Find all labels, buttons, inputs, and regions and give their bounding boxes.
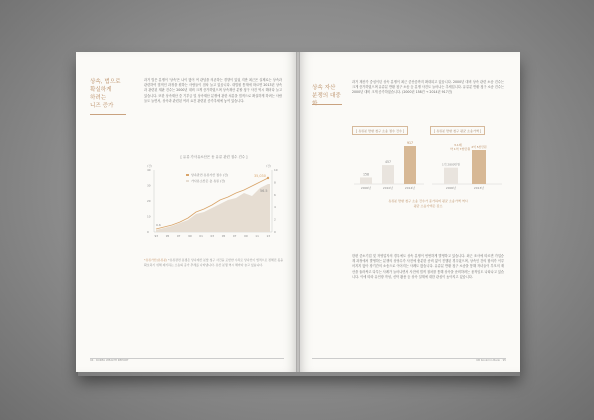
start-label-low: 0.6 [156,223,161,227]
right-axis-tick: 10 [274,168,278,172]
side-title-line: 상속 자산 [312,85,336,91]
bar-left [360,177,372,184]
bar-footnote-line: 평균 소송가액은 감소 [413,204,443,208]
right-axis-tick: 8 [274,180,276,185]
bar-left-year: 2014년 [404,186,416,190]
note-text: *유류관련 분쟁은 상속재산 분할 청구 사건을 포함한 수치로 상속인이 법적으로 정해진 몫을 확보하기 위해 제기하는 소송의 증가 추세를 나타냅니다. 유산 분쟁 역시 해마다 늘고 있습니다. [144,258,284,267]
right-axis-tick: 2 [274,217,276,222]
side-title-line: 확실하게 [90,87,112,93]
paragraph-highlight: 유류분 반환 청구 소송을 통해 자녀들이 부모의 재산을 둘러싸고 다투는 사례가 늘어나면서 사전에 법적 절차를 통해 상속을 준비하려는 움직임도 나타나고 있습니다. [352,264,504,279]
x-axis-tick: 13 [266,234,271,238]
bar-chart-left-caption: [ 유류분 반환 청구 소송 접수 건수 ] [352,126,408,135]
left-axis-tick: 20 [147,199,151,203]
end-label-high: 35,030 [254,174,266,178]
bar-left-year: 2000년 [360,186,372,190]
right-paragraph-bottom [352,254,504,280]
x-axis-tick: 01 [199,234,203,238]
right-axis-tick: 6 [274,192,276,197]
end-label-low: 56.5 [260,189,268,193]
right-bar-top-label-a: 3.1배 [454,143,462,147]
line-chart [146,160,284,250]
x-axis-tick: 05 [221,234,226,238]
bar-left-value: 457 [384,160,392,165]
bar-footnote [352,198,504,208]
x-axis-tick: 07 [232,234,237,238]
right-axis-tick: 4 [274,205,276,210]
legend-area: 가사유소산은 총 유류 (건) [191,179,226,183]
bar-right [444,168,458,184]
paragraph-text: 과거 재산가 중심이던 상속 분쟁이 최근 중산층까지 확대되고 있습니다. 2000년 대비 상속 관련 소송 건수는 크게 증가하였으며 유류분 반환 청구 소송 등 분쟁 사건도 늘어나는 추세입니다. [352,80,504,90]
x-axis-tick: 03 [210,234,215,238]
right-page [298,52,520,372]
bar-left-value: 917 [406,141,414,145]
side-title-rule [312,104,342,105]
left-page [76,52,298,372]
paragraph-highlight: 유류분 반환 청구 소송 건수는 2000년 대비 크게 증가하였습니다. (2000년 158건 → 2014년 917건) [352,85,504,95]
bar-left-value: 158 [362,172,370,177]
left-axis-tick: 0 [147,230,149,234]
bar-charts [352,136,506,194]
right-paragraph-top [352,80,504,96]
chart-caption: [ 유류 가사유소산은 동 유류 관련 접수 건수 ] [180,155,248,159]
bar-left [382,165,394,184]
right-axis-unit: (건) [266,164,271,168]
bar-right-year: 2000년 [445,186,457,190]
paragraph-text: 한편 중소기업 및 자영업자의 경우에도 상속 분쟁이 빈번하게 발생하고 있습니다. 최근 조사에 따르면 가업승계 과정에서 발생하는 분쟁의 상당수가 사전에 충분한 준비 없이 진행된 경우였으며, 상속인 간의 합의가 이루어지지 않아 장기간의 소송으로 이어지는 사례도 많습니다. [352,254,504,269]
bar-chart-right-caption: [ 유류분 반환 청구 평균 소송가액 ] [430,126,485,135]
bar-footnote-line: 유류분 반환 청구 소송 건수가 증가하며 평균 소송가액 역시 [388,199,468,203]
bar-left [404,146,416,184]
left-folio: 94 · KOREA WEALTH REPORT [90,358,129,362]
x-axis-tick: 97 [176,234,181,238]
right-bar-top-label-b: 약 1억 7천만원 [450,147,471,151]
side-title-line: 하려는 [90,95,107,101]
chart-note [144,258,284,267]
bar-right-value: 2억 5천만원 [471,145,487,149]
book-gutter [296,52,300,372]
side-title-line: 니즈 증가 [90,103,114,109]
left-side-title [90,78,130,110]
right-axis-tick: 0 [274,230,276,234]
side-title-line: 상속, 법으로 [90,79,121,85]
x-axis-tick: 95 [165,234,170,238]
legend-line: 상속관련 유류가산 접수 (건) [191,173,229,177]
left-axis-tick: 30 [147,183,151,188]
side-title-line: 분쟁의 대중 [312,93,341,99]
left-axis-unit: (건) [147,164,152,168]
paragraph-text: 이에 따라 유언장 작성, 신탁 활용 등 상속 설계에 대한 관심이 높아지고 있습니다. [360,274,473,279]
x-axis-tick: 93 [154,234,159,238]
bar-right-year: 2013년 [473,186,485,190]
x-axis-tick: 09 [244,234,248,238]
x-axis-tick: 99 [188,234,192,238]
note-head: *유류가산(유류분) [144,258,168,262]
side-title-rule [90,114,126,115]
left-axis-tick: 10 [147,214,151,219]
bar-right [472,150,486,184]
left-paragraph: 과거 법은 분쟁이 '상속'은 나이 많이 여 관념을 의존하는 경향이 있었 지만 최근은 실제로는 상속과 관련하여 법적인 과정을 원하는 사람들이 점차 늘고 있습니다. 대법원 통계에 따르면 2013년 상속과 관련된 재판 건수는 2000년 대비 크게 증가하였으며 상속재산 분할 청구 사건 역시 해마다 늘고 있습니다. 또한 상속재산 중 기부금 및 상속재산 분쟁에 관한 처분을 법적으로 확실하게 하려는 사람들도 늘면서, 상속과 관련된 여러 요건 관련된 증가추세에 놓여 있습니다. [144,78,282,103]
bar-right-value: 1억 2800만원 [442,162,460,167]
x-axis-tick: 11 [255,234,259,238]
right-folio: KB Kookmin Bank · 95 [476,358,506,362]
bar-left-year: 2010년 [382,186,394,190]
left-axis-tick: 40 [147,168,151,172]
